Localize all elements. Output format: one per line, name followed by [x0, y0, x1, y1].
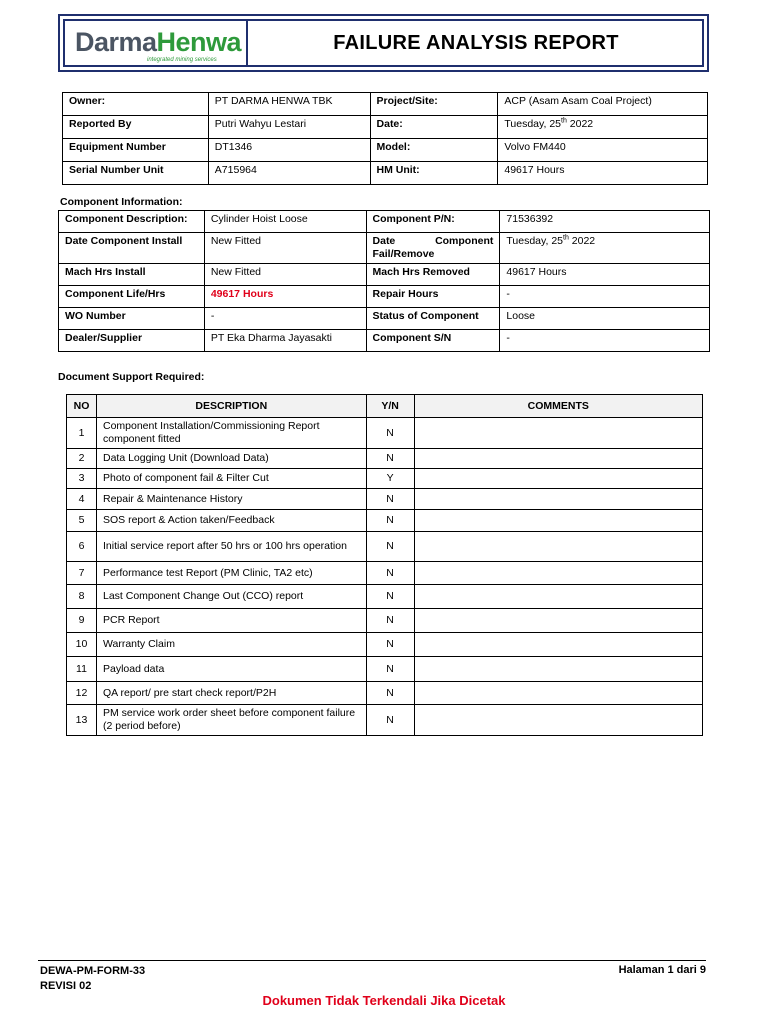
- row-comment: [414, 609, 702, 633]
- component-sn-value: -: [500, 330, 710, 352]
- row-description: Initial service report after 50 hrs or 100 hrs operation: [96, 532, 366, 562]
- table-row: [59, 330, 710, 352]
- table-row: [67, 585, 703, 609]
- revision: REVISI 02: [40, 980, 92, 992]
- mach-hrs-removed-value: 49617 Hours: [500, 264, 710, 286]
- row-yn: N: [366, 657, 414, 682]
- component-life-value: 49617 Hours: [204, 286, 366, 308]
- row-yn: N: [366, 705, 414, 736]
- row-number: 3: [67, 469, 97, 489]
- wo-number-label: WO Number: [59, 308, 205, 330]
- uncontrolled-document-note: Dokumen Tidak Terkendali Jika Dicetak: [262, 993, 506, 1008]
- table-header-row: [67, 395, 703, 418]
- row-yn: N: [366, 633, 414, 657]
- mach-hrs-removed-label: Mach Hrs Removed: [366, 264, 500, 286]
- table-row: [67, 449, 703, 469]
- component-pn-value: 71536392: [500, 211, 710, 233]
- page-number: Halaman 1 dari 9: [618, 964, 706, 976]
- date-value: [498, 116, 708, 139]
- table-row: [67, 657, 703, 682]
- model-label: Model:: [370, 139, 498, 162]
- date-label: Date:: [370, 116, 498, 139]
- component-info-table: [58, 210, 710, 352]
- row-comment: [414, 585, 702, 609]
- table-row: [67, 609, 703, 633]
- table-row: [59, 286, 710, 308]
- table-row: [63, 93, 708, 116]
- row-yn: N: [366, 510, 414, 532]
- col-no-header: NO: [67, 395, 97, 418]
- component-sn-label: Component S/N: [366, 330, 500, 352]
- date-install-label: Date Component Install: [59, 233, 205, 264]
- logo-darma-text: Darma: [75, 27, 157, 57]
- row-number: 7: [67, 562, 97, 585]
- wo-number-value: -: [204, 308, 366, 330]
- row-number: 4: [67, 489, 97, 510]
- row-number: 1: [67, 418, 97, 449]
- repair-hours-value: -: [500, 286, 710, 308]
- fail-date-sup: th: [563, 234, 569, 242]
- row-yn: N: [366, 532, 414, 562]
- footer-divider: [38, 960, 706, 961]
- reported-by-label: Reported By: [63, 116, 209, 139]
- dealer-supplier-value: PT Eka Dharma Jayasakti: [204, 330, 366, 352]
- table-row: [67, 469, 703, 489]
- model-value: Volvo FM440: [498, 139, 708, 162]
- table-row: [59, 233, 710, 264]
- table-row: [59, 308, 710, 330]
- row-description: PCR Report: [96, 609, 366, 633]
- general-info-table: [62, 92, 708, 185]
- component-pn-label: Component P/N:: [366, 211, 500, 233]
- row-comment: [414, 532, 702, 562]
- row-comment: [414, 633, 702, 657]
- mach-hrs-install-label: Mach Hrs Install: [59, 264, 205, 286]
- row-yn: N: [366, 418, 414, 449]
- company-logo: [65, 21, 248, 65]
- dealer-supplier-label: Dealer/Supplier: [59, 330, 205, 352]
- row-description: QA report/ pre start check report/P2H: [96, 682, 366, 705]
- form-code: DEWA-PM-FORM-33: [40, 965, 146, 977]
- report-title: FAILURE ANALYSIS REPORT: [333, 31, 619, 54]
- table-row: [63, 116, 708, 139]
- status-value: Loose: [500, 308, 710, 330]
- row-comment: [414, 469, 702, 489]
- logo-henwa-text: Henwa: [156, 27, 242, 57]
- table-row: [67, 532, 703, 562]
- row-comment: [414, 449, 702, 469]
- row-description: Payload data: [96, 657, 366, 682]
- row-description: Warranty Claim: [96, 633, 366, 657]
- logo-tagline: integrated mining services: [147, 57, 217, 63]
- row-comment: [414, 489, 702, 510]
- table-row: [59, 264, 710, 286]
- date-fail-label-word2: Component: [435, 235, 494, 247]
- date-fail-label-word1: Date: [372, 235, 396, 247]
- row-yn: Y: [366, 469, 414, 489]
- row-yn: N: [366, 585, 414, 609]
- reported-by-value: Putri Wahyu Lestari: [208, 116, 370, 139]
- owner-label: Owner:: [63, 93, 209, 116]
- row-comment: [414, 682, 702, 705]
- project-label: Project/Site:: [370, 93, 498, 116]
- mach-hrs-install-value: New Fitted: [204, 264, 366, 286]
- row-description: Performance test Report (PM Clinic, TA2 etc): [96, 562, 366, 585]
- table-row: [67, 418, 703, 449]
- row-number: 11: [67, 657, 97, 682]
- row-number: 12: [67, 682, 97, 705]
- serial-number-label: Serial Number Unit: [63, 162, 209, 185]
- repair-hours-label: Repair Hours: [366, 286, 500, 308]
- document-support-heading: Document Support Required:: [58, 371, 205, 383]
- row-comment: [414, 418, 702, 449]
- report-header: [58, 14, 709, 72]
- row-comment: [414, 705, 702, 736]
- col-description-header: DESCRIPTION: [96, 395, 366, 418]
- row-comment: [414, 510, 702, 532]
- row-description: PM service work order sheet before component failure (2 period before): [96, 705, 366, 736]
- footer-form-info: [40, 964, 145, 994]
- row-yn: N: [366, 489, 414, 510]
- row-number: 13: [67, 705, 97, 736]
- row-yn: N: [366, 609, 414, 633]
- equipment-number-label: Equipment Number: [63, 139, 209, 162]
- table-row: [67, 705, 703, 736]
- component-description-value: Cylinder Hoist Loose: [204, 211, 366, 233]
- date-prefix: Tuesday, 25: [504, 118, 561, 130]
- fail-date-prefix: Tuesday, 25: [506, 235, 564, 247]
- table-row: [67, 562, 703, 585]
- status-label: Status of Component: [366, 308, 500, 330]
- component-description-label: Component Description:: [59, 211, 205, 233]
- table-row: [67, 633, 703, 657]
- table-row: [63, 162, 708, 185]
- row-description: Last Component Change Out (CCO) report: [96, 585, 366, 609]
- component-info-heading: Component Information:: [60, 196, 183, 208]
- row-comment: [414, 657, 702, 682]
- row-number: 2: [67, 449, 97, 469]
- table-row: [63, 139, 708, 162]
- row-yn: N: [366, 449, 414, 469]
- project-value: ACP (Asam Asam Coal Project): [498, 93, 708, 116]
- table-row: [67, 510, 703, 532]
- col-yn-header: Y/N: [366, 395, 414, 418]
- row-number: 9: [67, 609, 97, 633]
- table-row: [67, 682, 703, 705]
- owner-value: PT DARMA HENWA TBK: [208, 93, 370, 116]
- row-description: Repair & Maintenance History: [96, 489, 366, 510]
- row-description: SOS report & Action taken/Feedback: [96, 510, 366, 532]
- row-number: 8: [67, 585, 97, 609]
- row-description: Data Logging Unit (Download Data): [96, 449, 366, 469]
- row-number: 5: [67, 510, 97, 532]
- hm-unit-label: HM Unit:: [370, 162, 498, 185]
- component-life-label: Component Life/Hrs: [59, 286, 205, 308]
- row-number: 6: [67, 532, 97, 562]
- date-fail-label-word3: Fail/Remove: [372, 248, 435, 260]
- equipment-number-value: DT1346: [208, 139, 370, 162]
- row-yn: N: [366, 682, 414, 705]
- row-yn: N: [366, 562, 414, 585]
- table-row: [59, 211, 710, 233]
- row-description: Component Installation/Commissioning Report component fitted: [96, 418, 366, 449]
- date-install-value: New Fitted: [204, 233, 366, 264]
- table-row: [67, 489, 703, 510]
- col-comments-header: COMMENTS: [414, 395, 702, 418]
- date-fail-value: [500, 233, 710, 264]
- row-comment: [414, 562, 702, 585]
- date-suffix-sup: th: [561, 117, 567, 125]
- date-fail-label: [366, 233, 500, 264]
- row-number: 10: [67, 633, 97, 657]
- fail-date-year: 2022: [568, 235, 596, 247]
- hm-unit-value: 49617 Hours: [498, 162, 708, 185]
- date-year: 2022: [566, 118, 594, 130]
- serial-number-value: A715964: [208, 162, 370, 185]
- document-support-table: [66, 394, 703, 736]
- row-description: Photo of component fail & Filter Cut: [96, 469, 366, 489]
